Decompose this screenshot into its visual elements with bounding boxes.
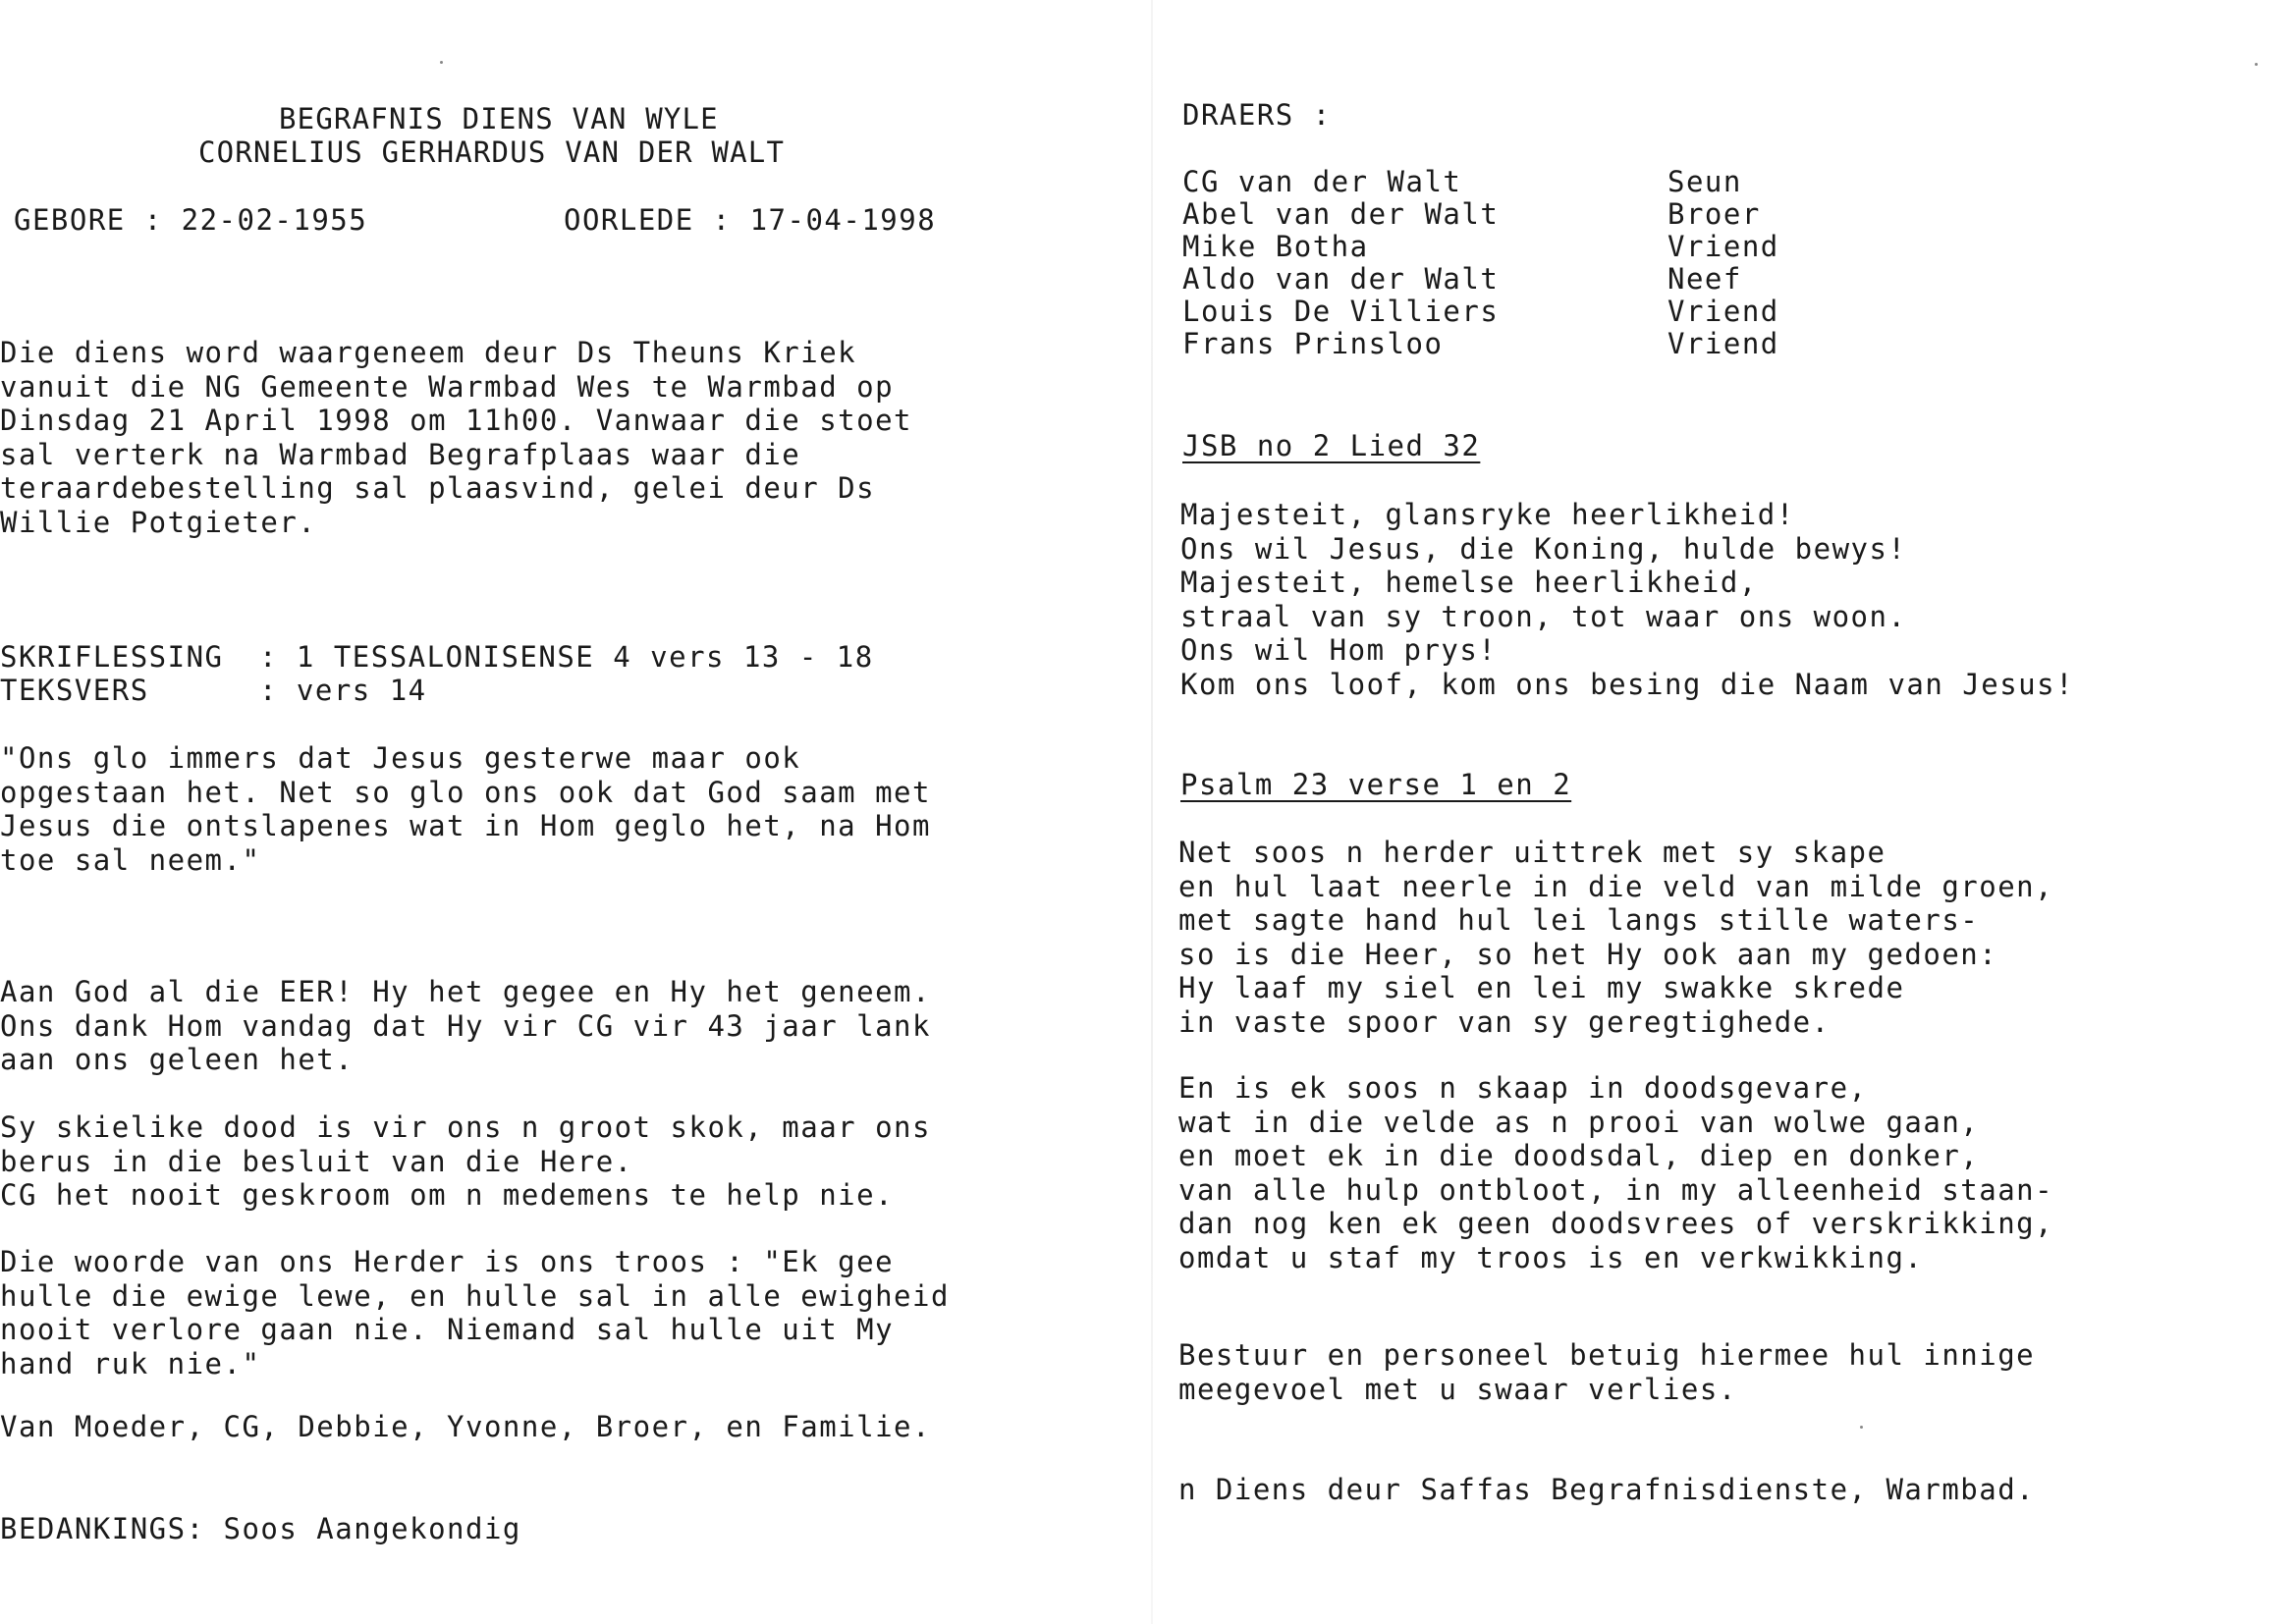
born-date: GEBORE : 22-02-1955 <box>14 203 368 237</box>
text-line: toe sal neem." <box>0 842 261 877</box>
text-line: berus in die besluit van die Here. <box>0 1144 633 1178</box>
hymn-lyrics <box>1180 498 2074 701</box>
bearer-relation: Broer <box>1667 197 1761 231</box>
text-line: "Ons glo immers dat Jesus gesterwe maar ook <box>0 741 801 775</box>
bearers-list <box>1182 165 1870 359</box>
bearer-relation: Neef <box>1667 262 1742 296</box>
text-line: teraardebestelling sal plaasvind, gelei deur Ds <box>0 471 876 505</box>
bearer-row <box>1182 165 1870 197</box>
honor-paragraph <box>0 975 931 1077</box>
service-by-line: n Diens deur Saffas Begrafnisdienste, Warmbad. <box>1178 1473 2036 1506</box>
title-line-2: CORNELIUS GERHARDUS VAN DER WALT <box>198 135 786 169</box>
service-paragraph <box>0 336 912 539</box>
bearer-row <box>1182 327 1870 359</box>
paper-speck <box>440 61 443 64</box>
bearers-title: DRAERS : <box>1182 98 1332 132</box>
lyric-line: Kom ons loof, kom ons besing die Naam van Jesus! <box>1180 667 2075 701</box>
lyric-line: Majesteit, hemelse heerlikheid, <box>1180 566 1758 599</box>
lyric-line: En is ek soos n skaap in doodsgevare, <box>1178 1071 1868 1105</box>
lyric-line: Hy laaf my siel en lei my swakke skrede <box>1178 971 1905 1004</box>
text-line: hand ruk nie." <box>0 1346 261 1380</box>
hymn-title: JSB no 2 Lied 32 <box>1182 429 1481 462</box>
quote-paragraph <box>0 741 931 877</box>
lyric-line: Ons wil Hom prys! <box>1180 633 1498 667</box>
condolence-paragraph <box>1178 1338 2035 1406</box>
shepherd-paragraph <box>0 1245 950 1380</box>
text-line: Willie Potgieter. <box>0 505 317 539</box>
died-date: OORLEDE : 17-04-1998 <box>564 203 937 237</box>
bearer-row <box>1182 262 1870 295</box>
paper-speck <box>2255 63 2258 66</box>
lyric-line: wat in die velde as n prooi van wolwe gaan, <box>1178 1105 1980 1139</box>
lyric-line: Majesteit, glansryke heerlikheid! <box>1180 498 1795 531</box>
lyric-line: met sagte hand hul lei langs stille waters- <box>1178 903 1980 937</box>
lyric-line: en hul laat neerle in die veld van milde groen, <box>1178 869 2054 903</box>
text-line: Ons dank Hom vandag dat Hy vir CG vir 43 jaar lank <box>0 1008 931 1043</box>
bearer-relation: Vriend <box>1667 230 1779 263</box>
text-line: aan ons geleen het. <box>0 1043 355 1076</box>
bearer-row <box>1182 295 1870 327</box>
family-signature: Van Moeder, CG, Debbie, Yvonne, Broer, en Familie. <box>0 1410 931 1443</box>
scripture-value: : 1 TESSALONISENSE 4 vers 13 - 18 <box>259 640 874 674</box>
text-line: sal verterk na Warmbad Begrafplaas waar die <box>0 437 801 471</box>
lyric-line: straal van sy troon, tot waar ons woon. <box>1180 599 1907 633</box>
bearer-name: Louis De Villiers <box>1182 295 1500 328</box>
lyric-line: omdat u staf my troos is en verkwikking. <box>1178 1240 1924 1274</box>
left-page <box>0 0 1139 1624</box>
text-line: opgestaan het. Net so glo ons ook dat God saam met <box>0 775 931 809</box>
psalm-verse-1 <box>1178 836 2053 1039</box>
bearer-name: Abel van der Walt <box>1182 197 1500 231</box>
bearer-row <box>1182 197 1870 230</box>
title-line-1: BEGRAFNIS DIENS VAN WYLE <box>279 102 719 135</box>
bearer-name: Aldo van der Walt <box>1182 262 1500 296</box>
text-line: hulle die ewige lewe, en hulle sal in alle ewigheid <box>0 1278 950 1313</box>
text-line: CG het nooit geskroom om n medemens te help nie. <box>0 1178 895 1212</box>
lyric-line: en moet ek in die doodsdal, diep en donker, <box>1178 1139 1980 1172</box>
text-verse-label: TEKSVERS <box>0 674 149 707</box>
scripture-label: SKRIFLESSING <box>0 640 224 674</box>
bearer-name: Frans Prinsloo <box>1182 327 1444 360</box>
psalm-title: Psalm 23 verse 1 en 2 <box>1180 768 1572 801</box>
lyric-line: Net soos n herder uittrek met sy skape <box>1178 836 1886 869</box>
text-line: Bestuur en personeel betuig hiermee hul innige <box>1178 1338 2036 1372</box>
bearer-relation: Vriend <box>1667 327 1779 360</box>
text-line: Die woorde van ons Herder is ons troos : "Ek gee <box>0 1245 895 1278</box>
text-line: meegevoel met u swaar verlies. <box>1178 1372 1737 1406</box>
text-line: Die diens word waargeneem deur Ds Theuns Kriek <box>0 336 857 369</box>
psalm-verse-2 <box>1178 1071 2053 1274</box>
text-line: nooit verlore gaan nie. Niemand sal hulle uit My <box>0 1313 895 1346</box>
bearer-name: CG van der Walt <box>1182 165 1462 198</box>
text-line: Sy skielike dood is vir ons n groot skok, maar ons <box>0 1110 931 1144</box>
text-line: Aan God al die EER! Hy het gegee en Hy het geneem. <box>0 975 931 1008</box>
text-verse-value: : vers 14 <box>259 674 427 707</box>
death-paragraph <box>0 1110 931 1213</box>
bearer-name: Mike Botha <box>1182 230 1369 263</box>
lyric-line: dan nog ken ek geen doodsvrees of verskrikking, <box>1178 1207 2054 1240</box>
bearer-relation: Seun <box>1667 165 1742 198</box>
paper-speck <box>1860 1426 1863 1429</box>
lyric-line: van alle hulp ontbloot, in my alleenheid staan- <box>1178 1172 2054 1207</box>
text-line: Dinsdag 21 April 1998 om 11h00. Vanwaar die stoet <box>0 404 913 437</box>
text-line: vanuit die NG Gemeente Warmbad Wes te Warmbad op <box>0 369 895 404</box>
lyric-line: so is die Heer, so het Hy ook aan my gedoen: <box>1178 937 1998 971</box>
right-page <box>1139 0 2296 1624</box>
bearer-relation: Vriend <box>1667 295 1779 328</box>
lyric-line: Ons wil Jesus, die Koning, hulde bewys! <box>1180 531 1907 566</box>
bearer-row <box>1182 230 1870 262</box>
lyric-line: in vaste spoor van sy geregtighede. <box>1178 1004 1831 1039</box>
text-line: Jesus die ontslapenes wat in Hom geglo het, na Hom <box>0 809 931 842</box>
thanks-line: BEDANKINGS: Soos Aangekondig <box>0 1512 521 1545</box>
